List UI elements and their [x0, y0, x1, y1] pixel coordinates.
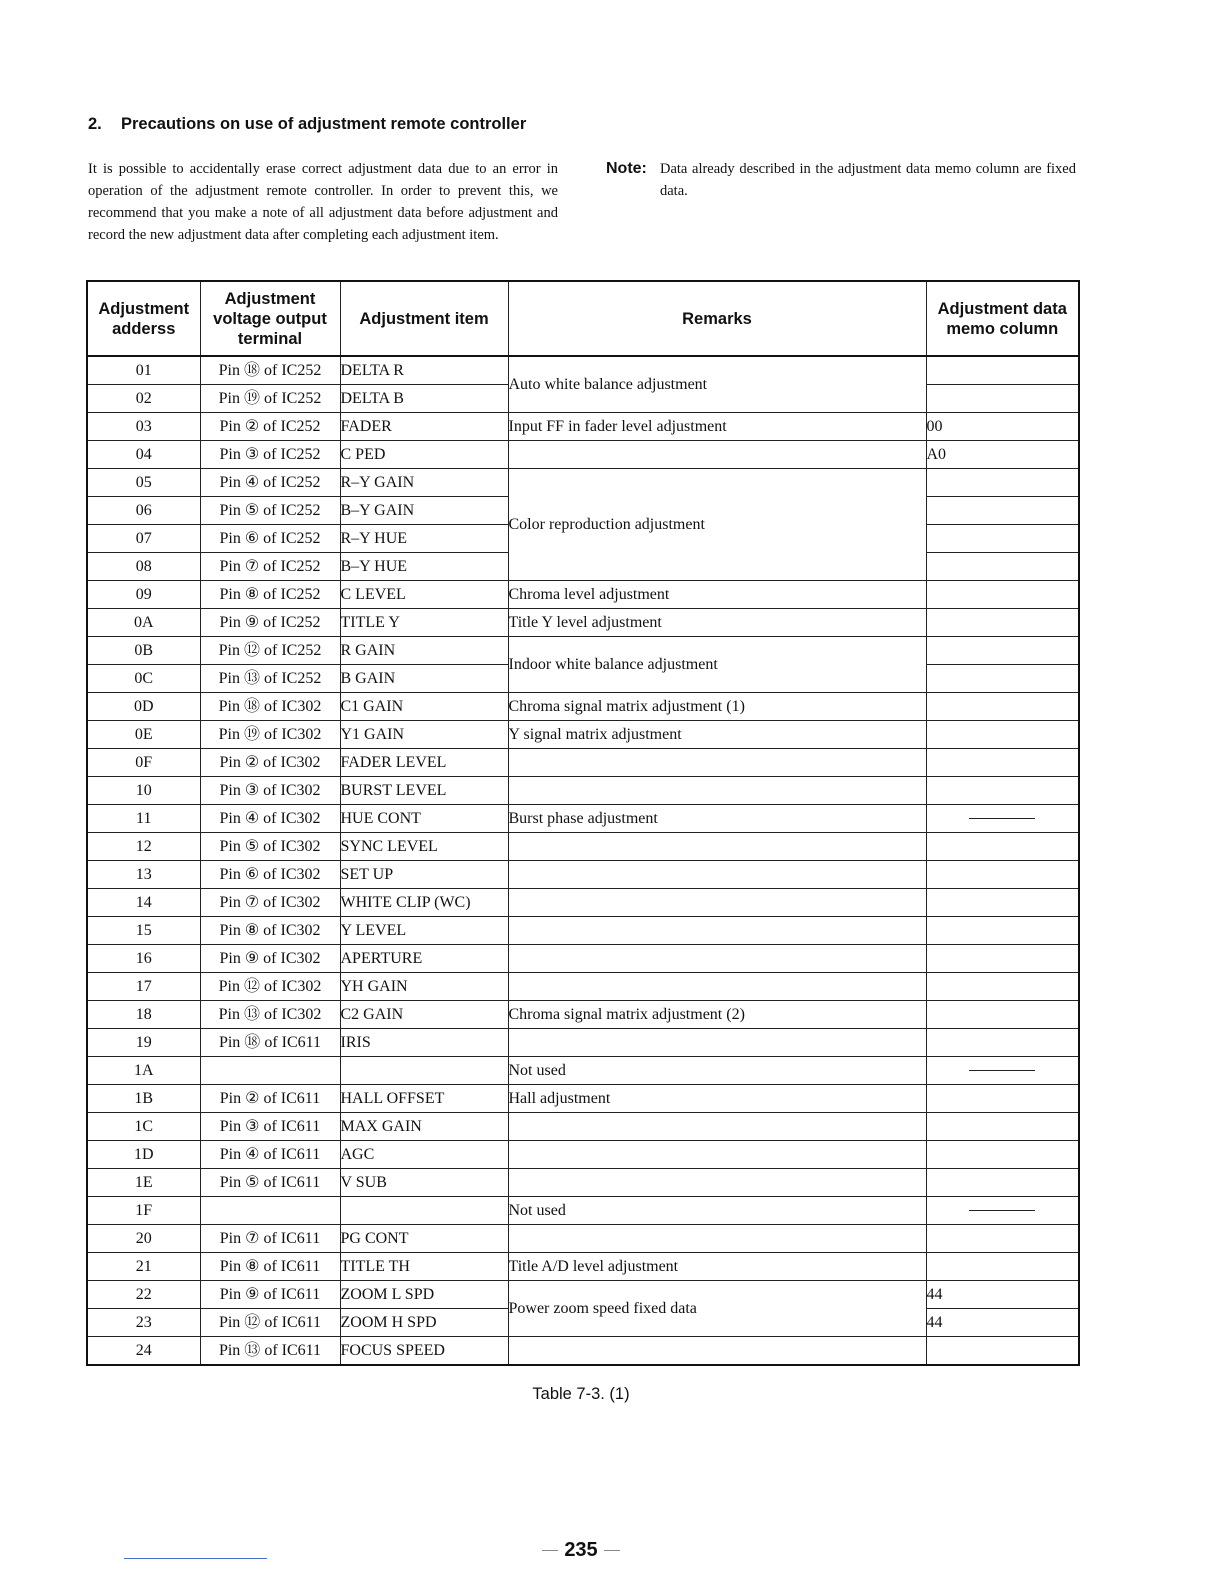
cell-memo [926, 1113, 1079, 1141]
cell-remarks [508, 777, 926, 805]
table-row [87, 693, 1079, 721]
cell-remarks: Title A/D level adjustment [508, 1253, 926, 1281]
ic-label: IC302 [281, 1005, 322, 1023]
cell-memo [926, 1253, 1079, 1281]
cell-memo: 44 [926, 1309, 1079, 1337]
ic-label: IC611 [281, 1341, 322, 1359]
ic-label: IC302 [280, 949, 321, 967]
ic-label: IC302 [280, 809, 321, 827]
cell-terminal: Pin ⑤ of IC252 [200, 497, 340, 525]
cell-remarks [508, 973, 926, 1001]
adjustment-table [86, 280, 1080, 1366]
ic-label: IC252 [280, 417, 321, 435]
ic-label: IC611 [280, 1257, 321, 1275]
pin-number: ⑱ [244, 697, 261, 715]
cell-memo [926, 721, 1079, 749]
cell-address: 1E [87, 1169, 200, 1197]
cell-remarks [508, 945, 926, 973]
ic-label: IC302 [281, 697, 322, 715]
cell-memo [926, 833, 1079, 861]
cell-item: V SUB [340, 1169, 508, 1197]
ic-label: IC252 [280, 557, 321, 575]
cell-memo [926, 805, 1079, 833]
pin-number: ② [245, 1089, 260, 1107]
cell-remarks: Indoor white balance adjustment [508, 637, 926, 693]
cell-terminal: Pin ⑥ of IC302 [200, 861, 340, 889]
cell-remarks [508, 833, 926, 861]
cell-item: MAX GAIN [340, 1113, 508, 1141]
pin-number: ⑬ [244, 669, 261, 687]
cell-terminal: Pin ⑦ of IC611 [200, 1225, 340, 1253]
cell-remarks [508, 1113, 926, 1141]
cell-memo [926, 609, 1079, 637]
pin-number: ⑬ [244, 1005, 261, 1023]
cell-item: Y1 GAIN [340, 721, 508, 749]
cell-memo [926, 469, 1079, 497]
table-row [87, 833, 1079, 861]
cell-address: 05 [87, 469, 200, 497]
cell-remarks [508, 889, 926, 917]
cell-remarks [508, 749, 926, 777]
cell-remarks: Power zoom speed fixed data [508, 1281, 926, 1337]
cell-terminal: Pin ④ of IC302 [200, 805, 340, 833]
ic-label: IC611 [281, 1033, 322, 1051]
pin-number: ⑬ [244, 1341, 261, 1359]
cell-address: 11 [87, 805, 200, 833]
cell-address: 1F [87, 1197, 200, 1225]
cell-terminal: Pin ② of IC252 [200, 413, 340, 441]
ic-label: IC611 [280, 1145, 321, 1163]
cell-remarks [508, 917, 926, 945]
cell-remarks: Not used [508, 1197, 926, 1225]
cell-address: 02 [87, 385, 200, 413]
section-number: 2. [88, 115, 102, 133]
pin-number: ⑧ [245, 1257, 260, 1275]
footer-rule [124, 1558, 267, 1559]
ic-label: IC302 [281, 725, 322, 743]
fixed-dash [969, 818, 1035, 819]
cell-address: 14 [87, 889, 200, 917]
pin-number: ⑨ [244, 613, 260, 631]
cell-memo [926, 917, 1079, 945]
pin-number: ⑱ [244, 1033, 261, 1051]
cell-item: ZOOM L SPD [340, 1281, 508, 1309]
cell-terminal: Pin ⑥ of IC252 [200, 525, 340, 553]
cell-remarks: Burst phase adjustment [508, 805, 926, 833]
cell-memo [926, 581, 1079, 609]
cell-item: HALL OFFSET [340, 1085, 508, 1113]
cell-item: SYNC LEVEL [340, 833, 508, 861]
table-row [87, 1337, 1079, 1366]
table-row [87, 1253, 1079, 1281]
cell-terminal: Pin ⑫ of IC252 [200, 637, 340, 665]
note-label: Note: [606, 160, 647, 177]
cell-address: 06 [87, 497, 200, 525]
cell-memo [926, 1337, 1079, 1366]
cell-address: 19 [87, 1029, 200, 1057]
ic-label: IC252 [281, 361, 322, 379]
ic-label: IC252 [280, 529, 321, 547]
cell-terminal: Pin ⑱ of IC252 [200, 356, 340, 385]
header-remarks: Remarks [508, 281, 926, 356]
cell-item: FOCUS SPEED [340, 1337, 508, 1366]
cell-address: 1A [87, 1057, 200, 1085]
cell-memo [926, 889, 1079, 917]
pin-number: ⑤ [244, 501, 260, 519]
cell-terminal: Pin ⑨ of IC252 [200, 609, 340, 637]
section-title: Precautions on use of adjustment remote controller [121, 115, 527, 133]
cell-terminal: Pin ④ of IC252 [200, 469, 340, 497]
cell-address: 17 [87, 973, 200, 1001]
cell-remarks: Input FF in fader level adjustment [508, 413, 926, 441]
cell-address: 22 [87, 1281, 200, 1309]
pin-number: ⑫ [244, 641, 261, 659]
cell-item: AGC [340, 1141, 508, 1169]
pin-number: ⑧ [244, 921, 260, 939]
cell-terminal [200, 1057, 340, 1085]
cell-address: 0B [87, 637, 200, 665]
ic-label: IC252 [280, 445, 321, 463]
table-row [87, 413, 1079, 441]
cell-address: 0E [87, 721, 200, 749]
cell-memo [926, 553, 1079, 581]
cell-memo: 00 [926, 413, 1079, 441]
cell-terminal: Pin ⑦ of IC252 [200, 553, 340, 581]
table-row [87, 469, 1079, 497]
cell-item: C PED [340, 441, 508, 469]
cell-remarks: Chroma signal matrix adjustment (2) [508, 1001, 926, 1029]
table-row [87, 356, 1079, 385]
cell-item: PG CONT [340, 1225, 508, 1253]
cell-memo [926, 945, 1079, 973]
cell-memo [926, 777, 1079, 805]
cell-item: BURST LEVEL [340, 777, 508, 805]
cell-item: TITLE Y [340, 609, 508, 637]
cell-terminal: Pin ⑨ of IC302 [200, 945, 340, 973]
cell-item: C1 GAIN [340, 693, 508, 721]
header-item: Adjustment item [340, 281, 508, 356]
cell-address: 20 [87, 1225, 200, 1253]
cell-address: 01 [87, 356, 200, 385]
ic-label: IC302 [280, 753, 321, 771]
cell-terminal: Pin ③ of IC611 [200, 1113, 340, 1141]
table-row [87, 973, 1079, 1001]
table-row [87, 749, 1079, 777]
cell-terminal: Pin ⑬ of IC252 [200, 665, 340, 693]
pin-number: ⑥ [244, 529, 260, 547]
cell-memo [926, 385, 1079, 413]
cell-item: B–Y HUE [340, 553, 508, 581]
cell-address: 0F [87, 749, 200, 777]
cell-terminal: Pin ⑧ of IC611 [200, 1253, 340, 1281]
cell-terminal: Pin ⑧ of IC302 [200, 917, 340, 945]
table-row [87, 861, 1079, 889]
cell-terminal: Pin ⑤ of IC611 [200, 1169, 340, 1197]
cell-memo [926, 1169, 1079, 1197]
ic-label: IC252 [281, 389, 322, 407]
cell-item: HUE CONT [340, 805, 508, 833]
cell-item [340, 1197, 508, 1225]
ic-label: IC611 [280, 1229, 321, 1247]
table-row [87, 637, 1079, 665]
table-row [87, 1169, 1079, 1197]
cell-terminal: Pin ② of IC302 [200, 749, 340, 777]
cell-item: C2 GAIN [340, 1001, 508, 1029]
cell-memo [926, 973, 1079, 1001]
cell-address: 23 [87, 1309, 200, 1337]
header-terminal: Adjustment voltage output terminal [200, 281, 340, 356]
pin-number: ④ [244, 473, 260, 491]
pin-number: ⑱ [244, 361, 261, 379]
cell-memo [926, 1029, 1079, 1057]
ic-label: IC611 [281, 1313, 322, 1331]
table-row [87, 1281, 1079, 1309]
pin-number: ⑦ [244, 557, 260, 575]
cell-memo [926, 1225, 1079, 1253]
table-row [87, 1197, 1079, 1225]
cell-address: 16 [87, 945, 200, 973]
cell-memo: A0 [926, 441, 1079, 469]
table-row [87, 721, 1079, 749]
cell-item: APERTURE [340, 945, 508, 973]
fixed-dash [969, 1210, 1035, 1211]
cell-remarks: Y signal matrix adjustment [508, 721, 926, 749]
cell-address: 1D [87, 1141, 200, 1169]
cell-memo [926, 1085, 1079, 1113]
ic-label: IC252 [281, 641, 322, 659]
table-row [87, 1001, 1079, 1029]
table-row [87, 917, 1079, 945]
cell-item: Y LEVEL [340, 917, 508, 945]
cell-item: TITLE TH [340, 1253, 508, 1281]
table-row [87, 581, 1079, 609]
cell-address: 15 [87, 917, 200, 945]
ic-label: IC252 [280, 613, 321, 631]
cell-terminal: Pin ② of IC611 [200, 1085, 340, 1113]
cell-terminal: Pin ⑬ of IC611 [200, 1337, 340, 1366]
cell-remarks: Color reproduction adjustment [508, 469, 926, 581]
cell-address: 13 [87, 861, 200, 889]
pin-number: ⑲ [244, 389, 261, 407]
cell-memo [926, 1197, 1079, 1225]
cell-address: 03 [87, 413, 200, 441]
cell-address: 07 [87, 525, 200, 553]
cell-item: B GAIN [340, 665, 508, 693]
cell-address: 18 [87, 1001, 200, 1029]
note-block [606, 158, 1076, 202]
note-text: Data already described in the adjustment data memo column are fixed data. [660, 161, 1076, 199]
cell-address: 1B [87, 1085, 200, 1113]
cell-remarks [508, 1225, 926, 1253]
cell-remarks: Title Y level adjustment [508, 609, 926, 637]
pin-number: ⑥ [244, 865, 260, 883]
cell-memo: 44 [926, 1281, 1079, 1309]
cell-remarks [508, 1141, 926, 1169]
pin-number: ⑫ [244, 977, 261, 995]
table-row [87, 1141, 1079, 1169]
cell-remarks: Not used [508, 1057, 926, 1085]
ic-label: IC252 [280, 585, 321, 603]
cell-terminal: Pin ⑱ of IC611 [200, 1029, 340, 1057]
cell-terminal: Pin ⑬ of IC302 [200, 1001, 340, 1029]
cell-item: R–Y HUE [340, 525, 508, 553]
cell-memo [926, 665, 1079, 693]
section-heading [88, 114, 558, 135]
cell-terminal: Pin ④ of IC611 [200, 1141, 340, 1169]
pin-number: ⑨ [244, 949, 260, 967]
cell-terminal [200, 1197, 340, 1225]
cell-terminal: Pin ⑫ of IC302 [200, 973, 340, 1001]
cell-memo [926, 525, 1079, 553]
ic-label: IC611 [280, 1089, 321, 1107]
table-row [87, 945, 1079, 973]
cell-memo [926, 637, 1079, 665]
table-header-row [87, 281, 1079, 356]
cell-address: 0A [87, 609, 200, 637]
table-row [87, 777, 1079, 805]
table-body [87, 356, 1079, 1365]
intro-paragraph: It is possible to accidentally erase correct adjustment data due to an error in operation of the adjustment remote controller. In order to prevent this, we recommend that you make a note of all adjustment data before adjustment and record the new adjustment data after completing each adjustment item. [88, 161, 558, 243]
table-row [87, 1113, 1079, 1141]
table-row [87, 889, 1079, 917]
cell-memo [926, 693, 1079, 721]
cell-terminal: Pin ⑱ of IC302 [200, 693, 340, 721]
pin-number: ② [244, 417, 260, 435]
cell-remarks [508, 861, 926, 889]
table-row [87, 1029, 1079, 1057]
pin-number: ⑲ [244, 725, 261, 743]
table-row [87, 609, 1079, 637]
cell-item: IRIS [340, 1029, 508, 1057]
table-row [87, 805, 1079, 833]
table-row [87, 1225, 1079, 1253]
pin-number: ⑫ [244, 1313, 261, 1331]
ic-label: IC252 [280, 501, 321, 519]
table-row [87, 1057, 1079, 1085]
fixed-dash [969, 1070, 1035, 1071]
pin-number: ④ [244, 809, 260, 827]
cell-item: SET UP [340, 861, 508, 889]
ic-label: IC302 [280, 921, 321, 939]
cell-remarks [508, 1029, 926, 1057]
cell-address: 09 [87, 581, 200, 609]
cell-remarks: Chroma signal matrix adjustment (1) [508, 693, 926, 721]
cell-item: C LEVEL [340, 581, 508, 609]
ic-label: IC611 [280, 1285, 321, 1303]
cell-remarks: Hall adjustment [508, 1085, 926, 1113]
cell-memo [926, 1141, 1079, 1169]
cell-memo [926, 497, 1079, 525]
cell-item: YH GAIN [340, 973, 508, 1001]
pin-number: ⑧ [244, 585, 260, 603]
cell-address: 04 [87, 441, 200, 469]
pin-number: ⑨ [245, 1285, 260, 1303]
cell-memo [926, 1057, 1079, 1085]
table-caption: Table 7-3. (1) [532, 1385, 630, 1403]
cell-remarks: Auto white balance adjustment [508, 356, 926, 413]
pin-number: ② [244, 753, 260, 771]
pin-number: ⑦ [245, 1229, 260, 1247]
cell-address: 0C [87, 665, 200, 693]
cell-address: 1C [87, 1113, 200, 1141]
header-address: Adjustment adderss [87, 281, 200, 356]
cell-item: FADER LEVEL [340, 749, 508, 777]
cell-terminal: Pin ③ of IC252 [200, 441, 340, 469]
header-memo: Adjustment data memo column [926, 281, 1079, 356]
ic-label: IC252 [281, 669, 322, 687]
ic-label: IC252 [280, 473, 321, 491]
cell-terminal: Pin ⑦ of IC302 [200, 889, 340, 917]
pin-number: ③ [244, 445, 260, 463]
cell-item: R GAIN [340, 637, 508, 665]
cell-terminal: Pin ⑤ of IC302 [200, 833, 340, 861]
cell-remarks: Chroma level adjustment [508, 581, 926, 609]
pin-number: ③ [244, 781, 260, 799]
ic-label: IC302 [280, 893, 321, 911]
cell-memo [926, 861, 1079, 889]
ic-label: IC611 [280, 1173, 321, 1191]
cell-remarks [508, 1337, 926, 1366]
cell-remarks [508, 1169, 926, 1197]
pin-number: ⑤ [244, 837, 260, 855]
cell-memo [926, 749, 1079, 777]
cell-item: R–Y GAIN [340, 469, 508, 497]
table-row [87, 1085, 1079, 1113]
cell-terminal: Pin ⑲ of IC252 [200, 385, 340, 413]
ic-label: IC302 [281, 977, 322, 995]
cell-item: WHITE CLIP (WC) [340, 889, 508, 917]
cell-item: ZOOM H SPD [340, 1309, 508, 1337]
pin-number: ④ [245, 1145, 260, 1163]
ic-label: IC302 [280, 865, 321, 883]
ic-label: IC611 [280, 1117, 321, 1135]
pin-number: ③ [245, 1117, 260, 1135]
cell-address: 10 [87, 777, 200, 805]
cell-item: DELTA R [340, 356, 508, 385]
cell-memo [926, 356, 1079, 385]
cell-terminal: Pin ⑨ of IC611 [200, 1281, 340, 1309]
cell-remarks [508, 441, 926, 469]
ic-label: IC302 [280, 837, 321, 855]
page-number-value: 235 [564, 1539, 598, 1561]
cell-terminal: Pin ⑧ of IC252 [200, 581, 340, 609]
cell-address: 24 [87, 1337, 200, 1366]
cell-terminal: Pin ③ of IC302 [200, 777, 340, 805]
pin-number: ⑤ [245, 1173, 260, 1191]
cell-item: DELTA B [340, 385, 508, 413]
cell-terminal: Pin ⑫ of IC611 [200, 1309, 340, 1337]
cell-memo [926, 1001, 1079, 1029]
table-row [87, 441, 1079, 469]
cell-item [340, 1057, 508, 1085]
cell-item: B–Y GAIN [340, 497, 508, 525]
cell-address: 0D [87, 693, 200, 721]
cell-terminal: Pin ⑲ of IC302 [200, 721, 340, 749]
cell-item: FADER [340, 413, 508, 441]
cell-address: 08 [87, 553, 200, 581]
pin-number: ⑦ [244, 893, 260, 911]
cell-address: 12 [87, 833, 200, 861]
cell-address: 21 [87, 1253, 200, 1281]
ic-label: IC302 [280, 781, 321, 799]
